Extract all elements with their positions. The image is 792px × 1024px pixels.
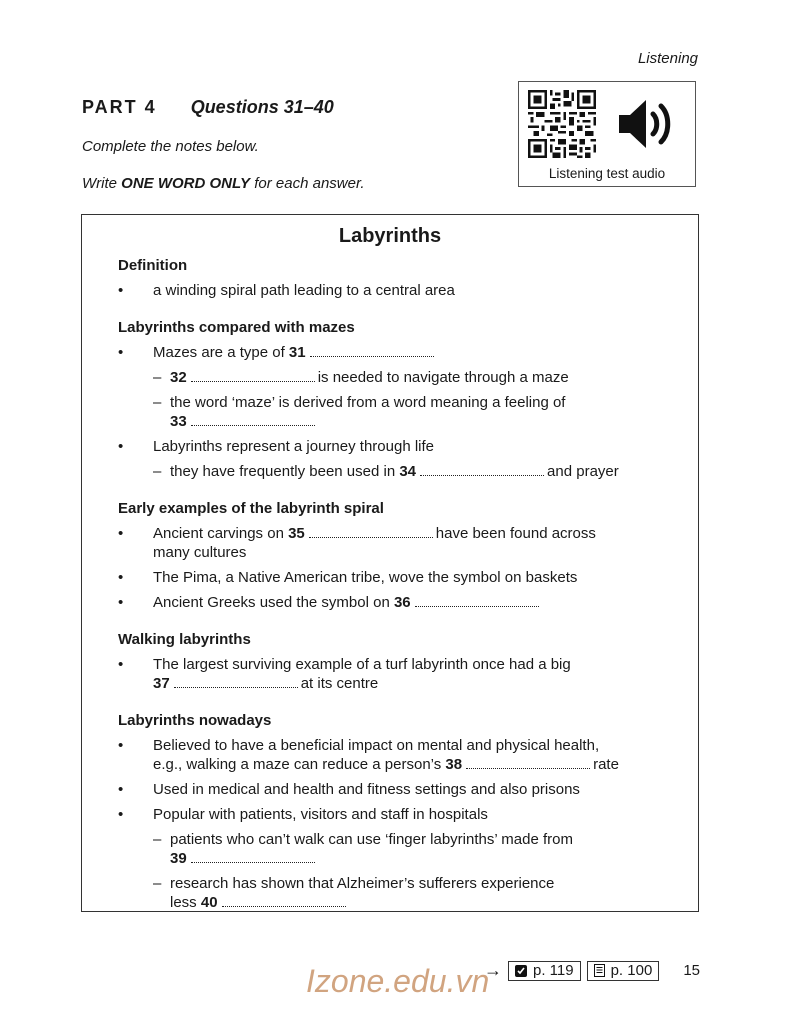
question-number: 37 (153, 675, 170, 692)
question-number: 31 (288, 344, 306, 361)
list-item: • Used in medical and health and fitness settings and also prisons (118, 780, 678, 799)
part-heading (82, 97, 334, 118)
list-item (118, 593, 678, 612)
questions-range: Questions 31–40 (190, 97, 334, 117)
list-item (118, 343, 678, 362)
page-footer (484, 960, 700, 981)
instruction-post: for each answer. (250, 175, 365, 192)
item-text: e.g., walking a maze can reduce a person’s (153, 756, 442, 773)
section-heading-early: Early examples of the labyrinth spiral (118, 500, 384, 517)
item-text: Believed to have a beneficial impact on mental and physical health, (153, 737, 600, 754)
list-item: • Labyrinths represent a journey through life (118, 437, 678, 456)
transcript-reference[interactable] (587, 961, 660, 981)
list-item: • The Pima, a Native American tribe, wove the symbol on baskets (118, 568, 678, 587)
notes-box (81, 214, 699, 912)
qr-code-icon[interactable] (528, 90, 596, 158)
instruction-complete: Complete the notes below. (82, 138, 259, 155)
dash-marker: – (153, 875, 162, 892)
question-number: 40 (200, 894, 218, 911)
audio-link-box[interactable] (518, 81, 696, 187)
list-item (118, 655, 678, 693)
sub-item (118, 368, 678, 387)
item-text: have been found across (435, 525, 596, 542)
question-number: 36 (393, 594, 411, 611)
question-number: 35 (288, 525, 305, 542)
section-heading-compared: Labyrinths compared with mazes (118, 319, 355, 336)
reference-page: p. 100 (610, 962, 653, 979)
instruction-word-limit (82, 175, 365, 192)
question-number: 32 (170, 369, 187, 386)
answer-gap-37[interactable] (174, 686, 298, 688)
answer-gap-31[interactable] (310, 355, 434, 357)
list-item: • a winding spiral path leading to a central area (118, 281, 678, 300)
sub-item (118, 830, 678, 868)
sub-item (118, 874, 678, 912)
watermark: Izone.edu.vn (306, 963, 490, 999)
item-text: Mazes are a type of (153, 344, 285, 361)
dash-marker: – (153, 463, 162, 480)
answer-key-reference[interactable] (508, 961, 581, 981)
item-text: they have frequently been used in (170, 463, 396, 480)
reference-page: p. 119 (533, 962, 574, 979)
section-heading-walking: Walking labyrinths (118, 631, 251, 648)
sub-item (118, 462, 678, 481)
section-label: Listening (637, 50, 698, 67)
item-text: The largest surviving example of a turf labyrinth once had a big (153, 656, 571, 673)
answer-gap-34[interactable] (420, 474, 544, 476)
notes-title: Labyrinths (338, 225, 442, 247)
speaker-icon[interactable] (615, 94, 679, 154)
question-number: 39 (170, 850, 187, 867)
answer-gap-40[interactable] (222, 905, 346, 907)
item-text: at its centre (300, 675, 379, 692)
sub-item (118, 393, 678, 431)
part-label: PART 4 (82, 97, 157, 117)
item-text: is needed to navigate through a maze (317, 369, 569, 386)
notes-body (118, 253, 678, 912)
item-text: patients who can’t walk can use ‘finger labyrinths’ made from (170, 831, 573, 848)
item-text: Ancient Greeks used the symbol on (153, 594, 390, 611)
dash-marker: – (153, 394, 162, 411)
item-text: rate (593, 756, 619, 773)
dash-marker: – (153, 831, 162, 848)
answer-gap-36[interactable] (415, 605, 539, 607)
list-item (118, 736, 678, 774)
list-item (118, 524, 678, 562)
key-icon (515, 965, 527, 977)
item-text: Ancient carvings on (153, 525, 284, 542)
question-number: 38 (445, 756, 463, 773)
question-number: 33 (170, 413, 187, 430)
answer-gap-32[interactable] (191, 380, 315, 382)
section-heading-nowadays: Labyrinths nowadays (118, 712, 272, 729)
question-number: 34 (399, 463, 417, 480)
item-text: research has shown that Alzheimer’s sufferers experience (170, 875, 555, 892)
answer-gap-38[interactable] (466, 767, 590, 769)
page-number: 15 (683, 962, 700, 979)
item-text: many cultures (153, 544, 247, 561)
item-text: the word ‘maze’ is derived from a word meaning a feeling of (170, 394, 566, 411)
document-icon (594, 964, 605, 977)
audio-caption[interactable]: Listening test audio (548, 166, 666, 181)
instruction-pre: Write (82, 175, 122, 192)
item-text: and prayer (547, 463, 619, 480)
dash-marker: – (153, 369, 162, 386)
arrow-right-icon: → (484, 960, 502, 980)
answer-gap-39[interactable] (191, 861, 315, 863)
answer-gap-33[interactable] (191, 424, 315, 426)
list-item: • Popular with patients, visitors and staff in hospitals (118, 805, 678, 824)
item-text: less (170, 894, 197, 911)
section-heading-definition: Definition (118, 257, 188, 274)
answer-gap-35[interactable] (309, 536, 433, 538)
instruction-bold: ONE WORD ONLY (121, 175, 251, 192)
